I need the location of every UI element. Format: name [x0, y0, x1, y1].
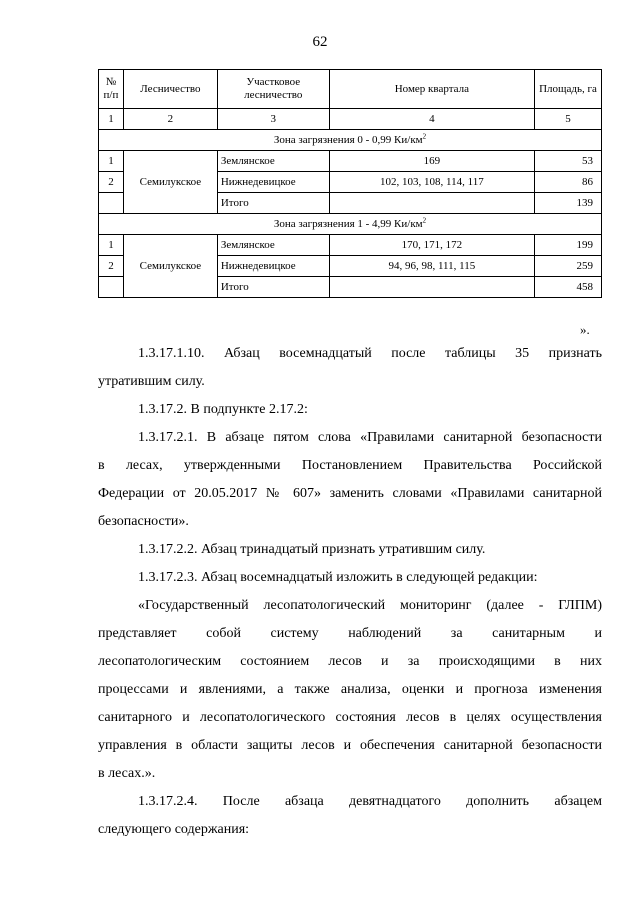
header-district-forestry: Участковое лесничество [217, 70, 329, 109]
paragraph-line: представляет собой систему наблюдений за санитарным и [98, 626, 602, 641]
table-row [99, 235, 602, 256]
district-name: Землянское [217, 151, 329, 172]
total-area: 139 [535, 193, 602, 214]
header-area: Площадь, га [535, 70, 602, 109]
paragraph-line: 1.3.17.2.2. Абзац тринадцатый признать утратившим силу. [138, 542, 486, 557]
quarter-numbers: 170, 171, 172 [329, 235, 534, 256]
paragraph-line: в лесах, утвержденными Постановлением Правительства Российской [98, 458, 602, 473]
row-num: 1 [99, 151, 124, 172]
col-number: 1 [99, 109, 124, 130]
area-value: 199 [535, 235, 602, 256]
paragraph-line: 1.3.17.2.4. После абзаца девятнадцатого дополнить абзацем [138, 794, 602, 809]
row-num-empty [99, 277, 124, 298]
row-num: 2 [99, 172, 124, 193]
col-number: 4 [329, 109, 534, 130]
header-forestry: Лесничество [123, 70, 217, 109]
area-value: 53 [535, 151, 602, 172]
paragraph-line: следующего содержания: [98, 822, 250, 837]
district-name: Нижнедевицкое [217, 172, 329, 193]
col-number: 3 [217, 109, 329, 130]
paragraph-line: лесопатологическим состоянием лесов и за происходящими в них [98, 654, 602, 669]
quarter-numbers: 169 [329, 151, 534, 172]
forest-zones-table [98, 69, 602, 298]
area-value: 86 [535, 172, 602, 193]
paragraph-line: 1.3.17.2.1. В абзаце пятом слова «Правилами санитарной безопасности [138, 430, 602, 445]
quarter-empty [329, 193, 534, 214]
paragraph-line: Федерации от 20.05.2017 № 607» заменить словами «Правилами санитарной [98, 486, 602, 501]
closing-quote: ». [580, 322, 590, 337]
paragraph-line: процессами и явлениями, а также анализа, оценки и прогноза изменения [98, 682, 602, 697]
zone-header-row [99, 214, 602, 235]
forestry-name: Семилукское [123, 235, 217, 298]
zone-header-row [99, 130, 602, 151]
row-num: 1 [99, 235, 124, 256]
paragraph-line: санитарного и лесопатологического состояния лесов в целях осуществления [98, 710, 602, 725]
forestry-name: Семилукское [123, 151, 217, 214]
total-area: 458 [535, 277, 602, 298]
paragraph-line: утратившим силу. [98, 374, 205, 389]
zone-label: Зона загрязнения 1 - 4,99 $Ки/км^2$ [99, 214, 602, 235]
row-num: 2 [99, 256, 124, 277]
col-number: 5 [535, 109, 602, 130]
paragraph-line: 1.3.17.2.3. Абзац восемнадцатый изложить в следующей редакции: [138, 570, 538, 585]
paragraph-line: безопасности». [98, 514, 189, 529]
paragraph-line: управления в области защиты лесов и обеспечения санитарной безопасности [98, 738, 602, 753]
table-row [99, 151, 602, 172]
header-num: № п/п [99, 70, 124, 109]
paragraph-line: в лесах.». [98, 766, 156, 781]
col-number: 2 [123, 109, 217, 130]
zone-label: Зона загрязнения 0 - 0,99 $Ки/км^2$ [99, 130, 602, 151]
area-value: 259 [535, 256, 602, 277]
header-quarter: Номер квартала [329, 70, 534, 109]
district-name: Землянское [217, 235, 329, 256]
total-label: Итого [217, 193, 329, 214]
quarter-numbers: 102, 103, 108, 114, 117 [329, 172, 534, 193]
total-label: Итого [217, 277, 329, 298]
district-name: Нижнедевицкое [217, 256, 329, 277]
table-header-row [99, 70, 602, 109]
paragraph-line: 1.3.17.1.10. Абзац восемнадцатый после таблицы 35 признать [138, 346, 602, 361]
row-num-empty [99, 193, 124, 214]
page-number: 62 [312, 34, 328, 50]
quarter-numbers: 94, 96, 98, 111, 115 [329, 256, 534, 277]
paragraph-line: 1.3.17.2. В подпункте 2.17.2: [138, 402, 308, 417]
paragraph-line: «Государственный лесопатологический мониторинг (далее - ГЛПМ) [138, 598, 602, 613]
column-number-row [99, 109, 602, 130]
quarter-empty [329, 277, 534, 298]
